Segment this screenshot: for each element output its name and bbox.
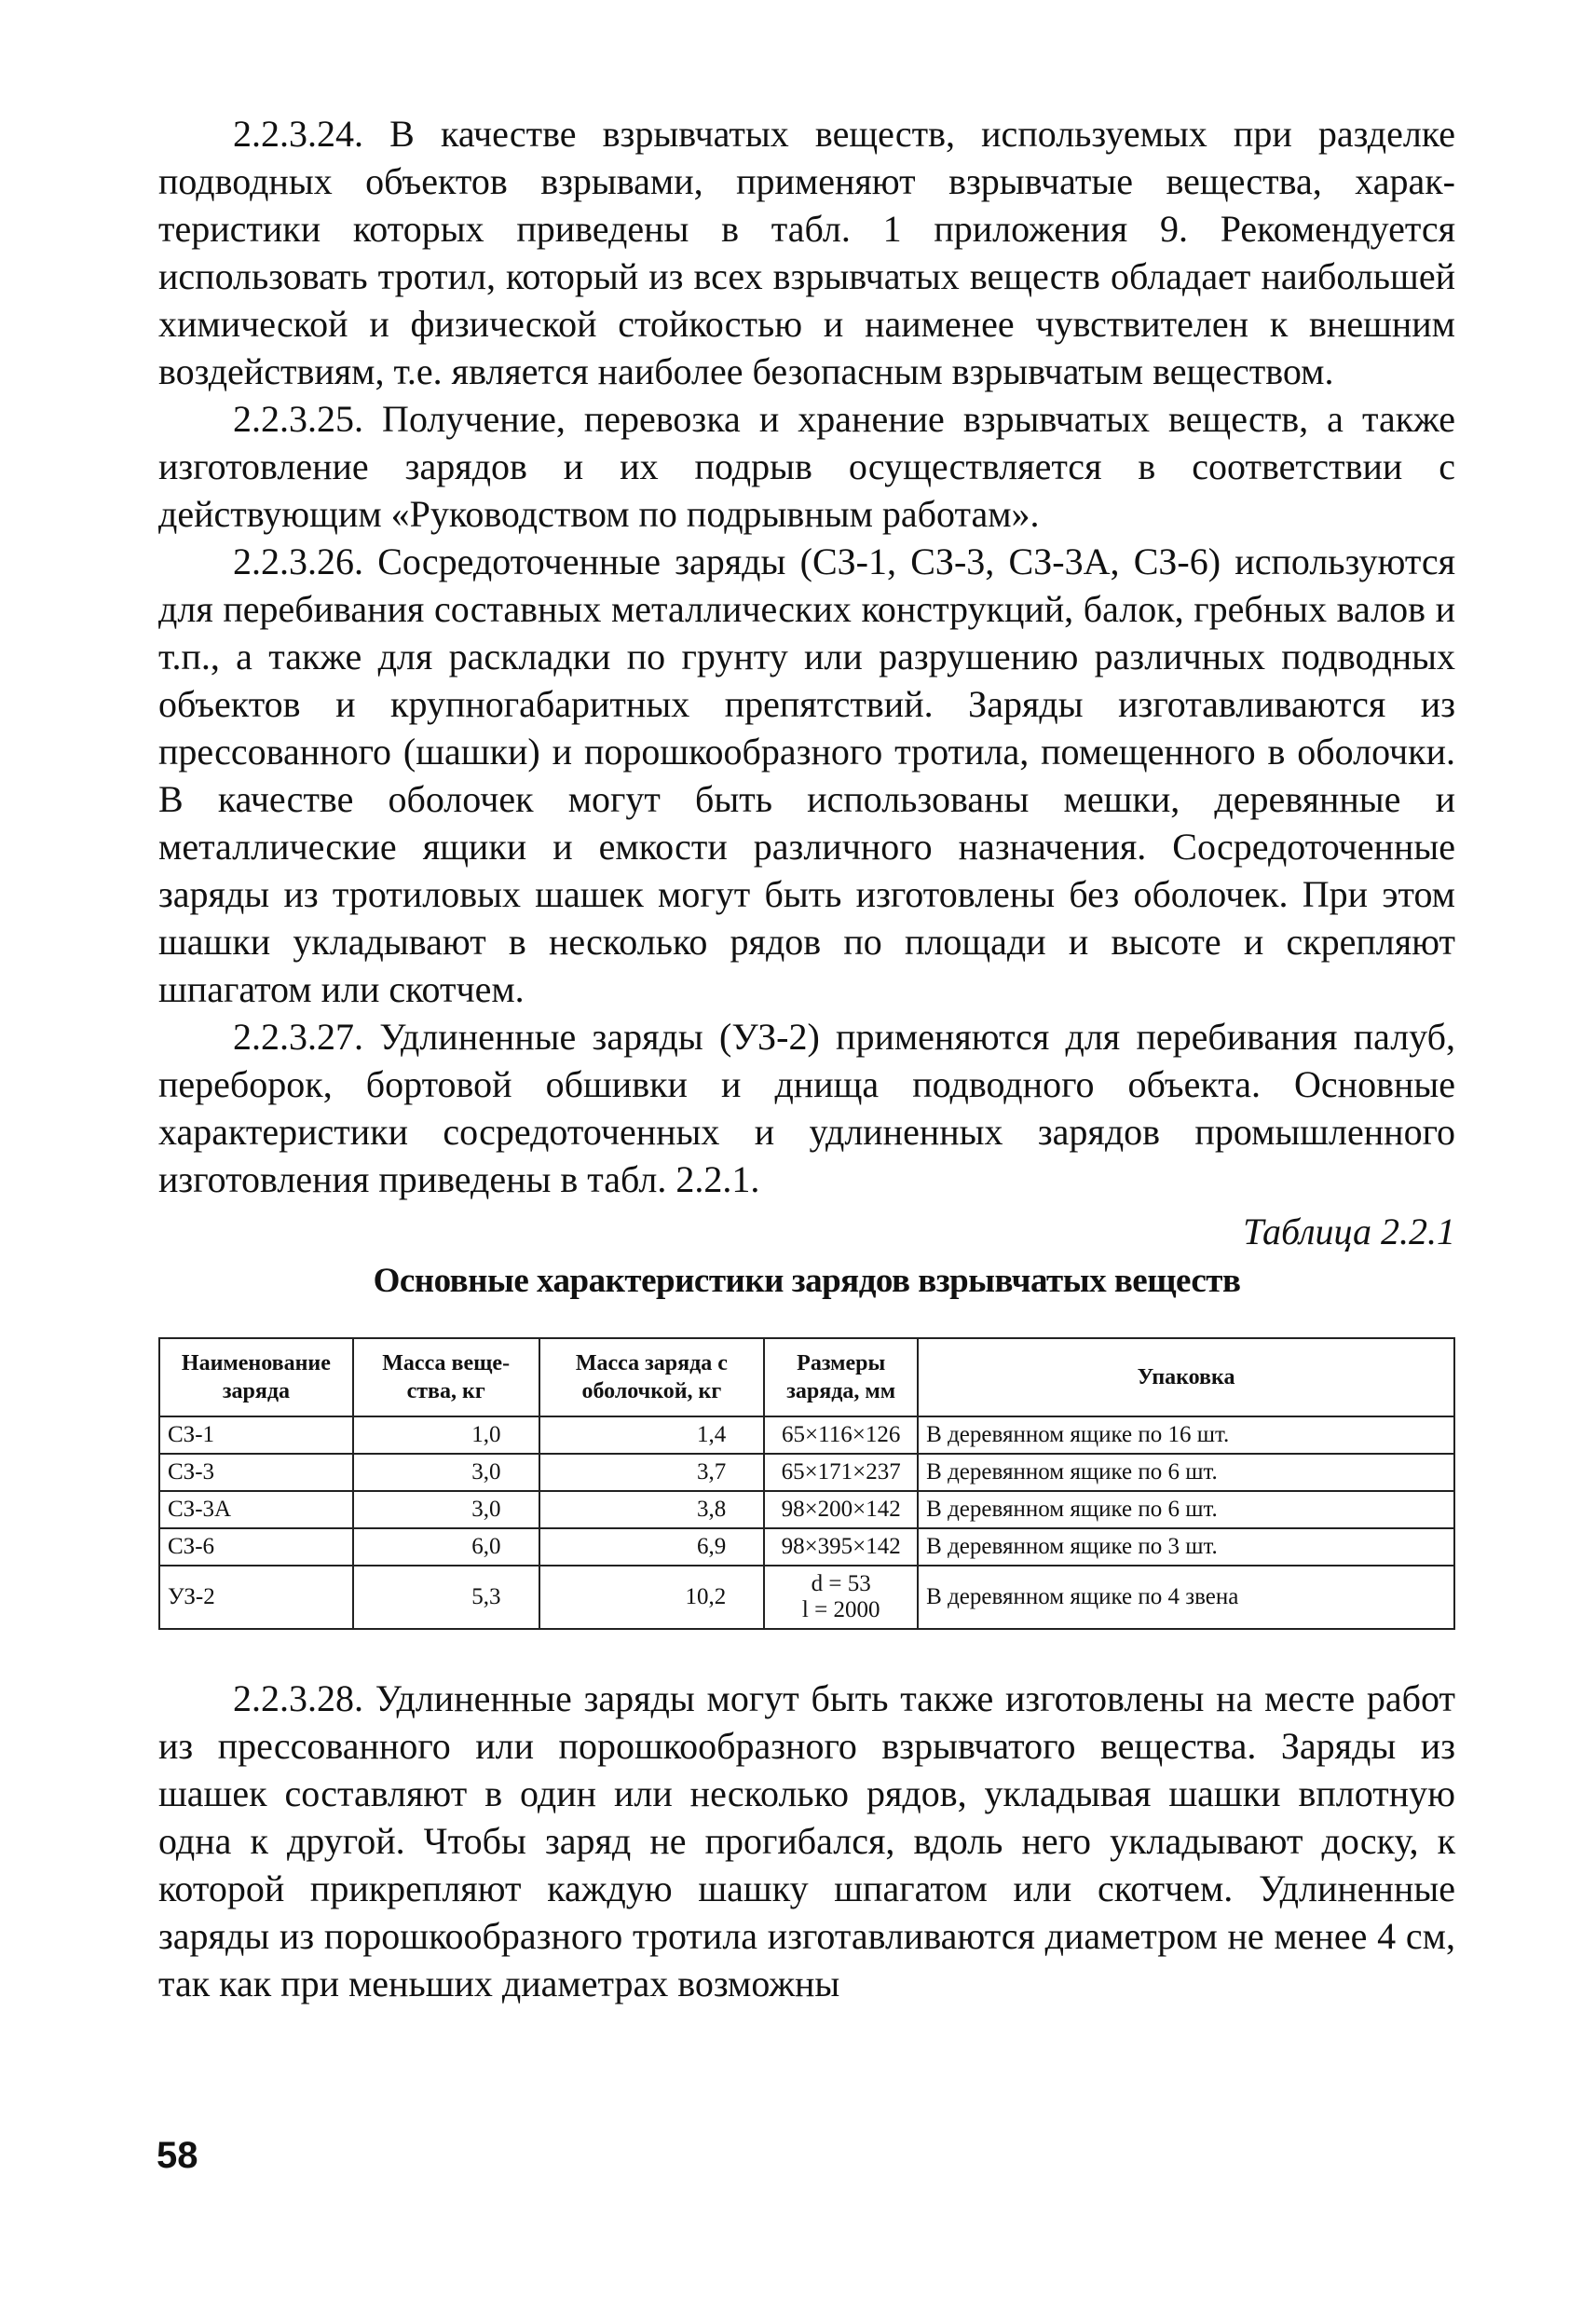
- cell-size: 98×395×142: [764, 1528, 918, 1566]
- table-row: [159, 1528, 1454, 1566]
- cell-name: СЗ-3: [159, 1454, 353, 1491]
- table-row: [159, 1566, 1454, 1629]
- paragraph-2-2-3-25: 2.2.3.25. Получение, перевозка и хранение взрывчатых веществ, а также изготовление зарядов и их подрыв осуществляется в соответствии с действующим «Руководством по подрывным работам».: [158, 398, 1455, 535]
- after-table-text: [158, 1675, 1455, 2007]
- cell-mass: 3,0: [353, 1454, 539, 1491]
- cell-packing: В деревянном ящике по 16 шт.: [918, 1416, 1454, 1454]
- header-packing: Упаковка: [918, 1338, 1454, 1416]
- cell-mass-shell: 6,9: [539, 1528, 765, 1566]
- cell-packing: В деревянном ящике по 6 шт.: [918, 1454, 1454, 1491]
- cell-name: УЗ-2: [159, 1566, 353, 1629]
- paragraph-2-2-3-28: 2.2.3.28. Удлиненные заряды могут быть также изготовлены на месте работ из прессованного или порошкообразного взрывчатого вещества. Заряды из шашек составляют в один или несколько рядов, укладывая шашки вплотную одна к другой. Чтобы заряд не прогибался, вдоль него укладывают доску, к которой прикрепляют каждую шашку шпагатом или скотчем. Удлиненные заряды из порошкообразного тротила изготавливаются диаметром не менее 4 см, так как при меньших диаметрах возможны: [158, 1677, 1455, 2004]
- cell-packing: В деревянном ящике по 3 шт.: [918, 1528, 1454, 1566]
- cell-size: 65×116×126: [764, 1416, 918, 1454]
- cell-size: [764, 1566, 918, 1629]
- cell-packing: В деревянном ящике по 4 звена: [918, 1566, 1454, 1629]
- table-row: [159, 1416, 1454, 1454]
- cell-name: СЗ-3А: [159, 1491, 353, 1528]
- header-charge-name: Наименование заряда: [159, 1338, 353, 1416]
- cell-size: 65×171×237: [764, 1454, 918, 1491]
- header-charge-size: Размеры заряда, мм: [764, 1338, 918, 1416]
- paragraph-2-2-3-27: 2.2.3.27. Удлиненные заряды (УЗ-2) применяются для перебивания палуб, переборок, бортовой обшивки и днища подводного объекта. Основные характеристики сосредоточенных и удлиненных зарядов промышленного изготовления приведены в табл. 2.2.1.: [158, 1016, 1455, 1200]
- cell-mass: 1,0: [353, 1416, 539, 1454]
- table-label: Таблица 2.2.1: [1243, 1211, 1455, 1252]
- cell-name: СЗ-6: [159, 1528, 353, 1566]
- table-title: Основные характеристики зарядов взрывчатых веществ: [373, 1262, 1241, 1300]
- cell-mass: 3,0: [353, 1491, 539, 1528]
- cell-packing: В деревянном ящике по 6 шт.: [918, 1491, 1454, 1528]
- header-substance-mass: Масса вещества, кг: [353, 1338, 539, 1416]
- page-content: [158, 110, 1455, 2007]
- cell-size: 98×200×142: [764, 1491, 918, 1528]
- charges-table: [158, 1337, 1455, 1630]
- cell-mass-shell: 3,8: [539, 1491, 765, 1528]
- size-length: l = 2000: [801, 1597, 880, 1622]
- paragraph-2-2-3-24: 2.2.3.24. В качестве взрывчатых веществ, используемых при разделке подводных объектов взрывами, применяют взрывчатые вещества, характеристики которых приведены в табл. 1 приложения 9. Рекомендуется использовать тротил, который из всех взрывчатых веществ обладает наибольшей химической и физической стойкостью и наименее чувствителен к внешним воздействиям, т.е. является наиболее безопасным взрывчатым веществом.: [158, 113, 1455, 392]
- table-row: [159, 1454, 1454, 1491]
- cell-mass-shell: 1,4: [539, 1416, 765, 1454]
- table-header-row: [159, 1338, 1454, 1416]
- cell-name: СЗ-1: [159, 1416, 353, 1454]
- cell-mass: 5,3: [353, 1566, 539, 1629]
- header-shell-mass: Масса заряда с оболочкой, кг: [539, 1338, 765, 1416]
- cell-mass: 6,0: [353, 1528, 539, 1566]
- cell-mass-shell: 10,2: [539, 1566, 765, 1629]
- page-number: 58: [157, 2135, 198, 2176]
- table-row: [159, 1491, 1454, 1528]
- cell-mass-shell: 3,7: [539, 1454, 765, 1491]
- size-diameter: d = 53: [811, 1571, 871, 1596]
- paragraph-2-2-3-26: 2.2.3.26. Сосредоточенные заряды (СЗ-1, СЗ-3, СЗ-3А, СЗ-6) используются для перебивания составных металлических конструкций, балок, гребных валов и т.п., а также для раскладки по грунту или разрушению различных подводных объектов и крупногабаритных препятствий. Заряды изготавливаются из прессованного (шашки) и порошкообразного тротила, помещенного в оболочки. В качестве оболочек могут быть использованы мешки, деревянные и металлические ящики и емкости различного назначения. Сосредоточенные заряды из тротиловых шашек могут быть изготовлены без оболочек. При этом шашки укладывают в несколько рядов по площади и высоте и скрепляют шпагатом или скотчем.: [158, 540, 1455, 1010]
